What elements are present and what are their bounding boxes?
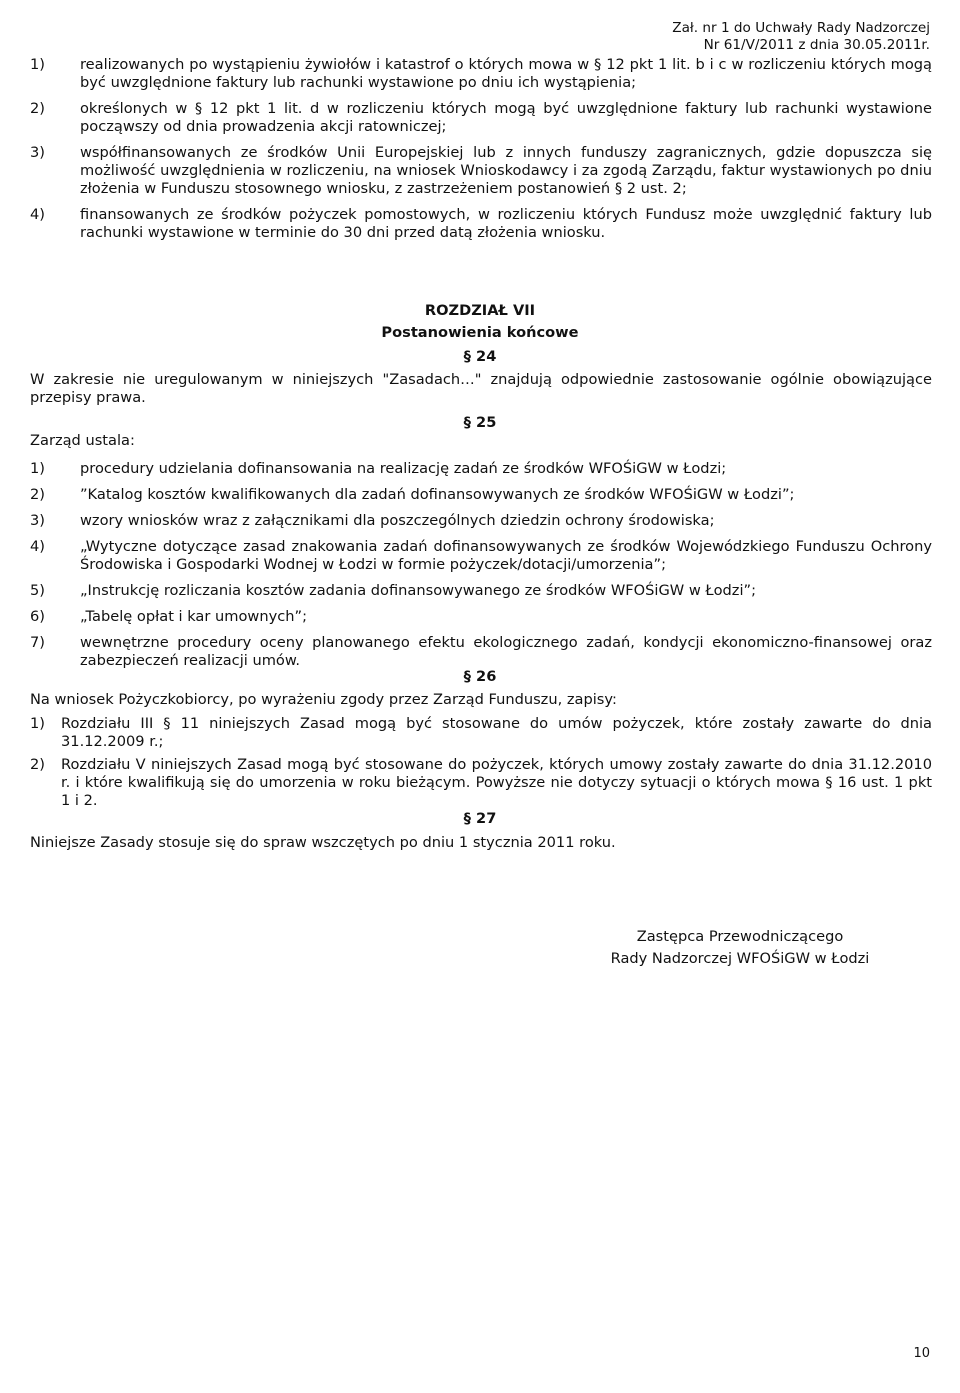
- item-number: 1): [30, 715, 45, 732]
- item-number: 3): [30, 512, 45, 529]
- list-item: [30, 486, 932, 504]
- list-item: [30, 206, 932, 242]
- section-26-heading: § 26: [463, 668, 497, 685]
- item-text: Rozdziału III § 11 niniejszych Zasad mogą być stosowane do umów pożyczek, które zostały zawarte do dnia 31.12.2009 r.;: [61, 715, 932, 750]
- list-item: [30, 56, 932, 92]
- list-item: [30, 634, 932, 670]
- item-number: 2): [30, 100, 45, 117]
- section-25-heading: § 25: [463, 414, 497, 431]
- item-number: 2): [30, 756, 45, 773]
- item-text: Rozdziału V niniejszych Zasad mogą być stosowane do pożyczek, których umowy zostały zawarte do dnia 31.12.2010 r. i które kwalifikują się do umorzenia w roku bieżącym. Powyższe nie dotyczy sytuacji o których mowa § 16 ust. 1 pkt 1 i 2.: [61, 756, 932, 809]
- section-27-heading: § 27: [463, 810, 497, 827]
- item-text: wewnętrzne procedury oceny planowanego efektu ekologicznego zadań, kondycji ekonomiczno-finansowej oraz zabezpieczeń realizacji umów.: [80, 634, 932, 669]
- section-25-intro: Zarząd ustala:: [30, 432, 135, 449]
- signature-block: [540, 926, 940, 970]
- item-text: „Tabelę opłat i kar umownych”;: [80, 608, 307, 625]
- section-24-text: W zakresie nie uregulowanym w niniejszych "Zasadach…" znajdują odpowiednie zastosowanie ogólnie obowiązujące przepisy prawa.: [30, 371, 932, 406]
- item-text: finansowanych ze środków pożyczek pomostowych, w rozliczeniu których Fundusz może uwzględnić faktury lub rachunki wystawione w terminie do 30 dni przed datą złożenia wniosku.: [80, 206, 932, 241]
- item-number: 5): [30, 582, 45, 599]
- section-27-text: Niniejsze Zasady stosuje się do spraw wszczętych po dniu 1 stycznia 2011 roku.: [30, 834, 616, 851]
- signature-line-1: Zastępca Przewodniczącego: [636, 928, 844, 945]
- item-text: „Wytyczne dotyczące zasad znakowania zadań dofinansowywanych ze środków Wojewódzkiego Funduszu Ochrony Środowiska i Gospodarki Wodnej w Łodzi w formie pożyczek/dotacji/umorzenia”;: [80, 538, 932, 573]
- item-number: 4): [30, 538, 45, 555]
- list-item: [30, 538, 932, 574]
- section-25-list: [30, 460, 932, 678]
- chapter-subtitle: Postanowienia końcowe: [381, 324, 579, 341]
- top-list: [30, 56, 932, 250]
- list-item: [30, 512, 932, 530]
- item-text: współfinansowanych ze środków Unii Europejskiej lub z innych funduszy zagranicznych, gdzie dopuszcza się możliwość uwzględnienia w rozliczeniu, na wniosek Wnioskodawcy i za zgodą Zarządu, faktur wystawionych po dniu złożenia w Funduszu stosownego wniosku, z zastrzeżeniem postanowień § 2 ust. 2;: [80, 144, 932, 197]
- list-item: [30, 460, 932, 478]
- item-text: wzory wniosków wraz z załącznikami dla poszczególnych dziedzin ochrony środowiska;: [80, 512, 715, 529]
- list-item: [30, 144, 932, 198]
- item-number: 2): [30, 486, 45, 503]
- header-line-1: Zał. nr 1 do Uchwały Rady Nadzorczej: [672, 20, 930, 36]
- item-text: realizowanych po wystąpieniu żywiołów i katastrof o których mowa w § 12 pkt 1 lit. b i c w rozliczeniu których mogą być uwzględnione faktury lub rachunki wystawione po dniu ich wystąpienia;: [80, 56, 932, 91]
- list-item: [30, 715, 932, 751]
- list-item: [30, 100, 932, 136]
- section-26-list: [30, 715, 932, 818]
- item-number: 3): [30, 144, 45, 161]
- item-number: 1): [30, 56, 45, 73]
- header-line-2: Nr 61/V/2011 z dnia 30.05.2011r.: [703, 37, 930, 53]
- item-number: 6): [30, 608, 45, 625]
- item-text: procedury udzielania dofinansowania na realizację zadań ze środków WFOŚiGW w Łodzi;: [80, 460, 727, 477]
- page-number: 10: [913, 1346, 930, 1361]
- document-header: [672, 20, 930, 54]
- section-26-intro: Na wniosek Pożyczkobiorcy, po wyrażeniu zgody przez Zarząd Funduszu, zapisy:: [30, 691, 617, 708]
- item-number: 7): [30, 634, 45, 651]
- list-item: [30, 608, 932, 626]
- item-text: „Instrukcję rozliczania kosztów zadania dofinansowywanego ze środków WFOŚiGW w Łodzi”;: [80, 582, 756, 599]
- item-text: określonych w § 12 pkt 1 lit. d w rozliczeniu których mogą być uwzględnione faktury lub rachunki wystawione począwszy od dnia prowadzenia akcji ratowniczej;: [80, 100, 932, 135]
- section-24-heading: § 24: [463, 348, 497, 365]
- item-number: 1): [30, 460, 45, 477]
- chapter-title: ROZDZIAŁ VII: [424, 302, 536, 319]
- signature-line-2: Rady Nadzorczej WFOŚiGW w Łodzi: [610, 950, 870, 967]
- list-item: [30, 582, 932, 600]
- item-number: 4): [30, 206, 45, 223]
- item-text: ”Katalog kosztów kwalifikowanych dla zadań dofinansowywanych ze środków WFOŚiGW w Łodzi”;: [80, 486, 795, 503]
- list-item: [30, 756, 932, 810]
